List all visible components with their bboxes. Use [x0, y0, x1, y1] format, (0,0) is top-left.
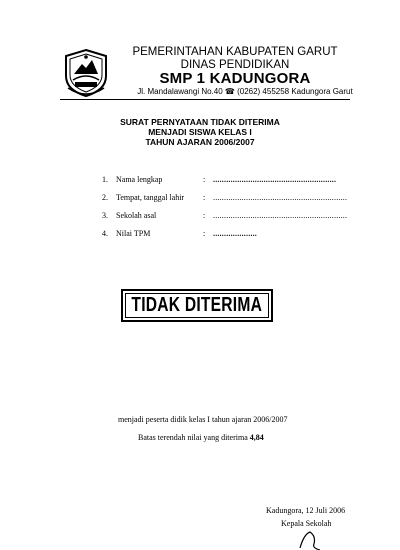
header-government-line: PEMERINTAHAN KABUPATEN GARUT — [132, 46, 338, 58]
document-title-line-2: MENJADI SISWA KELAS I — [148, 127, 252, 137]
signature-mark — [296, 528, 326, 550]
form-row-number: 1. — [102, 175, 108, 184]
form-row-label: Sekolah asal — [116, 211, 157, 220]
form-row-colon: : — [203, 175, 206, 184]
header-department-line: DINAS PENDIDIKAN — [180, 59, 290, 71]
form-row-score — [102, 229, 342, 241]
form-row-value: ............................................................. — [213, 211, 348, 220]
form-row-colon: : — [203, 193, 206, 202]
form-row-number: 3. — [102, 211, 108, 220]
threshold-value: 4,84 — [249, 433, 264, 442]
signature-place-date: Kadungora, 12 Juli 2006 — [266, 506, 346, 515]
header-school-name: SMP 1 KADUNGORA — [159, 70, 311, 87]
form-row-label: Nama lengkap — [116, 175, 163, 184]
statement-text: menjadi peserta didik kelas I tahun ajaran 2006/2007 — [118, 415, 288, 424]
form-row-school — [102, 211, 348, 223]
document-title-line-1: SURAT PERNYATAAN TIDAK DITERIMA — [120, 117, 280, 127]
form-row-colon: : — [203, 211, 206, 220]
header-divider — [60, 99, 350, 100]
header-address: Jl. Mandalawangi No.40 ☎ (0262) 455258 Kadungora Garut — [137, 87, 353, 96]
form-row-birth — [102, 193, 348, 205]
form-row-number: 2. — [102, 193, 108, 202]
form-row-number: 4. — [102, 229, 108, 238]
stamp-text: TIDAK DITERIMA — [131, 294, 263, 316]
form-row-name — [102, 175, 342, 187]
threshold-line — [138, 433, 264, 442]
form-row-colon: : — [203, 229, 206, 238]
signature-role: Kepala Sekolah — [281, 519, 332, 528]
rejection-stamp — [121, 289, 273, 322]
threshold-label: Batas terendah nilai yang diterima — [138, 433, 248, 442]
form-row-value: .................... — [213, 229, 257, 238]
form-row-value: ........................................................ — [213, 175, 337, 184]
document-title-line-3: TAHUN AJARAN 2006/2007 — [145, 137, 255, 147]
form-row-value: ............................................................. — [213, 193, 348, 202]
form-row-label: Nilai TPM — [116, 229, 151, 238]
form-row-label: Tempat, tanggal lahir — [116, 193, 185, 202]
